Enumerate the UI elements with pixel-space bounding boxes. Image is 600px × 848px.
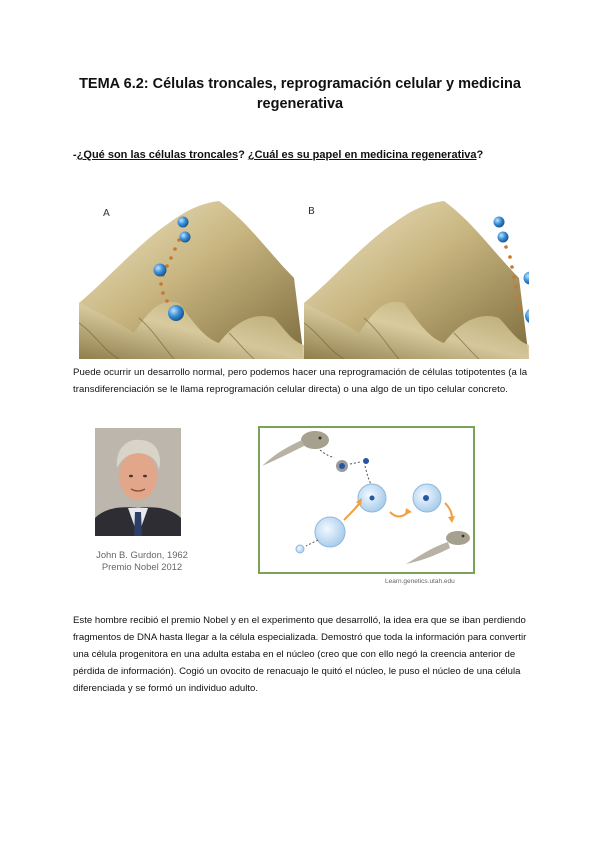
title-line-2: regenerativa	[256, 96, 344, 112]
waddington-landscape-figure	[79, 183, 529, 359]
paragraph-gurdon-experiment: Este hombre recibió el premio Nobel y en el experimento que desarrolló, la idea era que se iban perdiendo fragmentos de DNA hasta llegar a la célula especializada. Demostró que toda la información para convertir una célula progenitora en una adulta estaba en el núcleo (creo que con ello negó la creencia anterior de pérdida de información). Cogió un ovocito de renacuajo le quitó el núcleo, le puso el núcleo de una célula diferenciada y se formó un individuo adulto.	[73, 615, 527, 694]
removed-nucleus	[296, 545, 304, 553]
donor-nucleus	[363, 458, 369, 464]
panel-label-b: B	[308, 206, 315, 217]
question-1: ¿Qué son las células troncales	[76, 149, 239, 161]
section-question	[73, 149, 483, 161]
document-title	[60, 74, 540, 114]
portrait-caption-prize: Premio Nobel 2012	[101, 561, 183, 572]
question-2-mark: ?	[476, 149, 484, 161]
panel-label-a: A	[103, 208, 110, 219]
nuclear-transfer-diagram	[258, 426, 475, 574]
portrait-caption-name: John B. Gurdon, 1962	[96, 549, 188, 560]
nuclear-transfer-illustration	[260, 428, 473, 572]
title-line-1: TEMA 6.2: Células troncales, reprogramación celular y medicina	[79, 76, 521, 92]
question-1-mark: ?	[238, 149, 245, 161]
differentiated-cell	[336, 460, 348, 472]
question-prefix: -	[73, 149, 77, 161]
tadpole-result	[406, 531, 470, 564]
gurdon-portrait	[95, 428, 181, 536]
tadpole-donor	[262, 431, 329, 466]
question-2: ¿Cuál es su papel en medicina regenerativa	[247, 149, 477, 161]
diagram-credit: Learn.genetics.utah.edu	[385, 578, 455, 585]
oocyte	[315, 517, 345, 547]
paragraph-reprogramming: Puede ocurrir un desarrollo normal, pero podemos hacer una reprogramación de células totipotentes (a la transdiferenciación se le llama reprogramación celular directa) o una algo de un tipo celular concreto.	[73, 367, 528, 395]
landscape-panel-a	[79, 193, 304, 359]
landscape-panel-b	[304, 193, 529, 359]
